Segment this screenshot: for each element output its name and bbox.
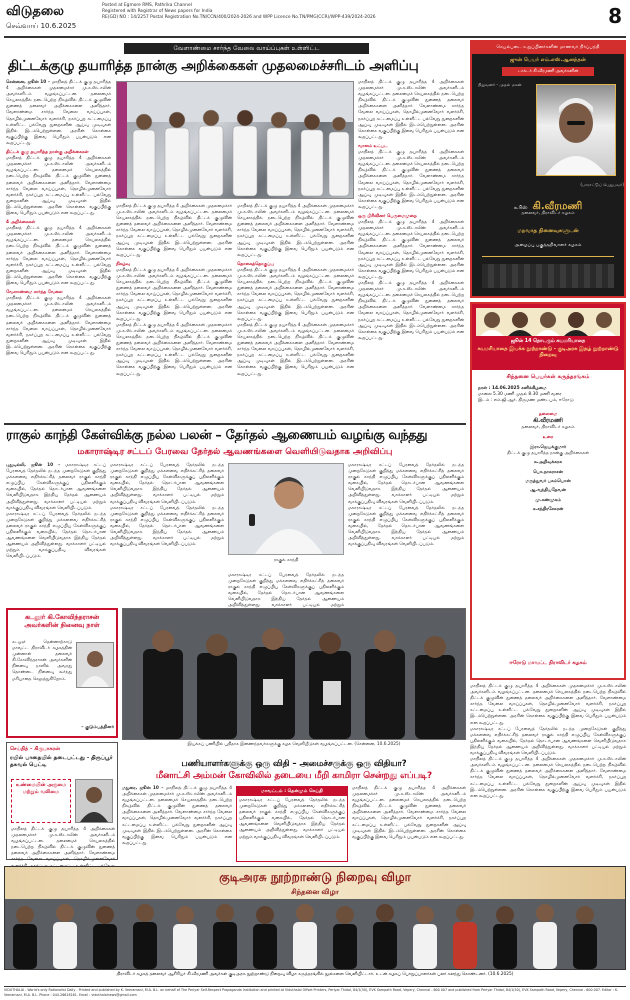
leaders-portraits-illustration	[476, 308, 620, 336]
event-presided-label: தலைமை	[538, 412, 558, 417]
rahul-col-4	[348, 463, 464, 605]
top-story-subhead-3: வேளாண்மை சார்ந்த வேலை	[6, 290, 63, 296]
event-title-3: சிந்தனை பெயர்கள் கருத்தரங்கம்	[506, 374, 590, 380]
rahul-body-4: மகாராஷ்டிர சட்டப் பேரவைத் தேர்தலில் நடந்த முறைகேடுகள் குறித்து மக்களவை எதிர்க்கட்சித் தலைவர் ராகுல் காந்தி எழுப்பிய கேள்விகளுக்குப் பதிலளிக்கும் வகையில், தேர்தல் தொடர்பான ஆவணங்களை வெளியிடுவதாக இந்திய தேர்தல் ஆணையம் அறிவித்துள்ளது. வாக்காளர் பட்டியல் மற்றும் வாக்குப்பதிவு விவரங்கள் வெளியிடப்படும்.	[110, 505, 224, 548]
lower-left-portrait	[75, 779, 113, 823]
top-story-body-1: மாநிலத் திட்டக் குழு தயாரித்த 4 அறிக்கைகள் முதலமைச்சர் மு.க.ஸ்டாலின் அவர்களிடம் வழங்கப்பட்டன. தலைமைச் செயலகத்தில் நடைபெற்ற நிகழ்வில் திட்டக் குழுவின் துணைத் தலைவர் அறிக்கைகளை அளித்தார். வேளாண்மை சார்ந்த வேலை வாய்ப்புகள், தொழில்முனைவோர் வளர்ச்சி, நகர்ப்புற கட்டமைப்பு உள்ளிட்ட பல்வேறு துறைகளின் ஆய்வு முடிவுகள் இதில் இடம்பெற்றுள்ளன. அரசின் கொள்கை வகுப்பிற்கு இவை பெரிதும் பயன்படும் என கூறப்பட்டது.	[6, 80, 111, 146]
registration-line-1: Posted at Egmore RMS, Pathrika Channel	[102, 3, 192, 8]
top-story-body-12: மாநிலத் திட்டக் குழு தயாரித்த 4 அறிக்கைகள் முதலமைச்சர் மு.க.ஸ்டாலின் அவர்களிடம் வழங்கப்பட்டன. தலைமைச் செயலகத்தில் நடைபெற்ற நிகழ்வில் திட்டக் குழுவின் துணைத் தலைவர் அறிக்கைகளை அளித்தார். வேளாண்மை சார்ந்த வேலை வாய்ப்புகள், தொழில்முனைவோர் வளர்ச்சி, நகர்ப்புற கட்டமைப்பு உள்ளிட்ட பல்வேறு துறைகளின் ஆய்வு முடிவுகள் இதில் இடம்பெற்றுள்ளன. அரசின் கொள்கை வகுப்பிற்கு இவை பெரிதும் பயன்படும் என கூறப்பட்டது.	[237, 204, 354, 258]
bottom-banner-backdrop	[5, 867, 625, 899]
right-lower-body-3: மாநிலத் திட்டக் குழு தயாரித்த 4 அறிக்கைகள் முதலமைச்சர் மு.க.ஸ்டாலின் அவர்களிடம் வழங்கப்பட்டன. தலைமைச் செயலகத்தில் நடைபெற்ற நிகழ்வில் திட்டக் குழுவின் துணைத் தலைவர் அறிக்கைகளை அளித்தார். வேளாண்மை சார்ந்த வேலை வாய்ப்புகள், தொழில்முனைவோர் வளர்ச்சி, நகர்ப்புற கட்டமைப்பு உள்ளிட்ட பல்வேறு துறைகளின் ஆய்வு முடிவுகள் இதில் இடம்பெற்றுள்ளன. அரசின் கொள்கை வகுப்பிற்கு இவை பெரிதும் பயன்படும் என கூறப்பட்டது.	[470, 757, 626, 799]
top-story-photo	[116, 81, 354, 199]
ad-name: கி.வீரமணி	[532, 201, 583, 212]
right-lower-body-1: மாநிலத் திட்டக் குழு தயாரித்த 4 அறிக்கைகள் முதலமைச்சர் மு.க.ஸ்டாலின் அவர்களிடம் வழங்கப்பட்டன. தலைமைச் செயலகத்தில் நடைபெற்ற நிகழ்வில் திட்டக் குழுவின் துணைத் தலைவர் அறிக்கைகளை அளித்தார். வேளாண்மை சார்ந்த வேலை வாய்ப்புகள், தொழில்முனைவோர் வளர்ச்சி, நகர்ப்புற கட்டமைப்பு உள்ளிட்ட பல்வேறு துறைகளின் ஆய்வு முடிவுகள் இதில் இடம்பெற்றுள்ளன. அரசின் கொள்கை வகுப்பிற்கு இவை பெரிதும் பயன்படும் என கூறப்பட்டது.	[470, 684, 626, 726]
lower-story-body-3: மாநிலத் திட்டக் குழு தயாரித்த 4 அறிக்கைகள் முதலமைச்சர் மு.க.ஸ்டாலின் அவர்களிடம் வழங்கப்பட்டன. தலைமைச் செயலகத்தில் நடைபெற்ற நிகழ்வில் திட்டக் குழுவின் துணைத் தலைவர் அறிக்கைகளை அளித்தார். வேளாண்மை சார்ந்த வேலை வாய்ப்புகள், தொழில்முனைவோர் வளர்ச்சி, நகர்ப்புற கட்டமைப்பு உள்ளிட்ட பல்வேறு துறைகளின் ஆய்வு முடிவுகள் இதில் இடம்பெற்றுள்ளன. அரசின் கொள்கை வகுப்பிற்கு இவை பெரிதும் பயன்படும் என கூறப்பட்டது.	[352, 786, 466, 840]
ad-name-note: தலைவர், திராவிடர் கழகம்	[521, 211, 575, 216]
top-story-body-10: மாநிலத் திட்டக் குழு தயாரித்த 4 அறிக்கைகள் முதலமைச்சர் மு.க.ஸ்டாலின் அவர்களிடம் வழங்கப்பட்டன. தலைமைச் செயலகத்தில் நடைபெற்ற நிகழ்வில் திட்டக் குழுவின் துணைத் தலைவர் அறிக்கைகளை அளித்தார். வேளாண்மை சார்ந்த வேலை வாய்ப்புகள், தொழில்முனைவோர் வளர்ச்சி, நகர்ப்புற கட்டமைப்பு உள்ளிட்ட பல்வேறு துறைகளின் ஆய்வு முடிவுகள் இதில் இடம்பெற்றுள்ளன. அரசின் கொள்கை வகுப்பிற்கு இவை பெரிதும் பயன்படும் என கூறப்பட்டது.	[116, 267, 232, 322]
rahul-col-3	[228, 573, 344, 609]
event-speaker-7: க.சந்திரசேகரன்	[532, 507, 564, 513]
top-story-col-4	[358, 80, 464, 415]
event-title-1: ஜூன் 14 தொடரும் சுயமரியாதை	[510, 339, 586, 344]
top-story-kicker-bar	[124, 43, 369, 54]
top-story-body-4: மாநிலத் திட்டக் குழு தயாரித்த 4 அறிக்கைகள் முதலமைச்சர் மு.க.ஸ்டாலின் அவர்களிடம் வழங்கப்பட்டன. தலைமைச் செயலகத்தில் நடைபெற்ற நிகழ்வில் திட்டக் குழுவின் துணைத் தலைவர் அறிக்கைகளை அளித்தார். வேளாண்மை சார்ந்த வேலை வாய்ப்புகள், தொழில்முனைவோர் வளர்ச்சி, நகர்ப்புற கட்டமைப்பு உள்ளிட்ட பல்வேறு துறைகளின் ஆய்வு முடிவுகள் இதில் இடம்பெற்றுள்ளன. அரசின் கொள்கை வகுப்பிற்கு இவை பெரிதும் பயன்படும் என கூறப்பட்டது.	[6, 296, 111, 357]
lower-left-portrait-illustration	[76, 780, 112, 822]
right-lower-text	[470, 684, 626, 862]
event-presided-name: கி.வீரமணி	[533, 417, 563, 425]
event-speaker-5: ஆ.வந்தியதேவன்	[529, 488, 567, 494]
memorial-body: கடலூர் தென்னாற்காடு மாவட்ட திராவிடர் கழகத்தின் முன்னாள் தலைவர் கி.கோவிந்தராசன் அவர்களின் நினைவு நாளில் அவரது தொண்டை நினைவு கூர்ந்து மரியாதை செலுத்துகிறோம்.	[12, 640, 72, 682]
right-lower-body-2: மகாராஷ்டிர சட்டப் பேரவைத் தேர்தலில் நடந்த முறைகேடுகள் குறித்து மக்களவை எதிர்க்கட்சித் தலைவர் ராகுல் காந்தி எழுப்பிய கேள்விகளுக்குப் பதிலளிக்கும் வகையில், தேர்தல் தொடர்பான ஆவணங்களை வெளியிடுவதாக இந்திய தேர்தல் ஆணையம் அறிவித்துள்ளது. வாக்காளர் பட்டியல் மற்றும் வாக்குப்பதிவு விவரங்கள் வெளியிடப்படும்.	[470, 726, 626, 757]
ad-divider	[482, 256, 614, 257]
imprint-rule	[4, 986, 626, 987]
event-organizer: ஈரோடு மாவட்ட திராவிடர் கழகம்	[509, 660, 587, 666]
speaker-portrait-illustration	[229, 464, 343, 554]
rahul-col-2	[110, 463, 224, 605]
event-venue: இடம் : எம்.ஜி.ஆர். திருமண மண்டபம், ஈரோடு	[478, 398, 574, 404]
ad-top-line: செயல்படை உறுப்பினர்களின் மாணவர் நிர்ப்பந்தி	[496, 45, 600, 50]
rahul-col-1	[6, 463, 106, 605]
top-story-subhead-4: நிகழ்வு	[116, 261, 130, 267]
event-date: நாள் : 14.06.2025 சனிக்கிழமை	[478, 386, 547, 391]
book-release-crowd-illustration	[5, 899, 625, 969]
ad-footer-2: அழைப்பு பகுத்தறிவாளர் கழகம்	[514, 243, 582, 248]
lower-story-body-1: மாநிலத் திட்டக் குழு தயாரித்த 4 அறிக்கைகள் முதலமைச்சர் மு.க.ஸ்டாலின் அவர்களிடம் வழங்கப்பட்டன. தலைமைச் செயலகத்தில் நடைபெற்ற நிகழ்வில் திட்டக் குழுவின் துணைத் தலைவர் அறிக்கைகளை அளித்தார். வேளாண்மை சார்ந்த வேலை வாய்ப்புகள், தொழில்முனைவோர் வளர்ச்சி, நகர்ப்புற கட்டமைப்பு உள்ளிட்ட பல்வேறு துறைகளின் ஆய்வு முடிவுகள் இதில் இடம்பெற்றுள்ளன. அரசின் கொள்கை வகுப்பிற்கு இவை பெரிதும் பயன்படும் என கூறப்பட்டது.	[122, 786, 232, 846]
top-story-body-8: மாநிலத் திட்டக் குழு தயாரித்த 4 அறிக்கைகள் முதலமைச்சர் மு.க.ஸ்டாலின் அவர்களிடம் வழங்கப்பட்டன. தலைமைச் செயலகத்தில் நடைபெற்ற நிகழ்வில் திட்டக் குழுவின் துணைத் தலைவர் அறிக்கைகளை அளித்தார். வேளாண்மை சார்ந்த வேலை வாய்ப்புகள், தொழில்முனைவோர் வளர்ச்சி, நகர்ப்புற கட்டமைப்பு உள்ளிட்ட பல்வேறு துறைகளின் ஆய்வு முடிவுகள் இதில் இடம்பெற்றுள்ளன. அரசின் கொள்கை வகுப்பிற்கு இவை பெரிதும் பயன்படும் என கூறப்பட்டது.	[358, 281, 464, 341]
event-speaker-3: பொ.நாகராசன்	[533, 469, 563, 475]
ad-portrait	[536, 84, 616, 176]
lower-left-quote: உண்மையின் அருமை மற்றும் வலிமை	[15, 782, 67, 795]
lower-left-kicker: செய்தித் – கிருபாகரன்	[10, 746, 60, 752]
people-group-illustration	[117, 82, 353, 198]
rahul-body-3: மகாராஷ்டிர சட்டப் பேரவைத் தேர்தலில் நடந்த முறைகேடுகள் குறித்து மக்களவை எதிர்க்கட்சித் தலைவர் ராகுல் காந்தி எழுப்பிய கேள்விகளுக்குப் பதிலளிக்கும் வகையில், தேர்தல் தொடர்பான ஆவணங்களை வெளியிடுவதாக இந்திய தேர்தல் ஆணையம் அறிவித்துள்ளது. வாக்காளர் பட்டியல் மற்றும் வாக்குப்பதிவு விவரங்கள் வெளியிடப்படும்.	[110, 463, 224, 505]
lower-left-body: மாநிலத் திட்டக் குழு தயாரித்த 4 அறிக்கைகள் முதலமைச்சர் மு.க.ஸ்டாலின் அவர்களிடம் வழங்கப்பட்டன. தலைமைச் செயலகத்தில் நடைபெற்ற நிகழ்வில் திட்டக் குழுவின் துணைத் தலைவர் அறிக்கைகளை அளித்தார். வேளாண்மை சார்ந்த வேலை வாய்ப்புகள், தொழில்முனைவோர்	[11, 827, 115, 863]
top-story-col-2	[116, 204, 232, 415]
rahul-body-1: மகாராஷ்டிர சட்டப் பேரவைத் தேர்தலில் நடந்த முறைகேடுகள் குறித்து மக்களவை எதிர்க்கட்சித் தலைவர் ராகுல் காந்தி எழுப்பிய கேள்விகளுக்குப் பதிலளிக்கும் வகையில், தேர்தல் தொடர்பான ஆவணங்களை வெளியிடுவதாக இந்திய தேர்தல் ஆணையம் அறிவித்துள்ளது. வாக்காளர் பட்டியல் மற்றும் வாக்குப்பதிவு விவரங்கள் வெளியிடப்படும்.	[6, 463, 106, 511]
top-story-col-1	[6, 80, 111, 415]
event-time: மாலை 5.30 மணி முதல் 8.30 மணி வரை	[478, 392, 562, 398]
photo-story-caption: இயக்கப் பணியில் புதிதாக இணைந்தவர்களுக்கு கழக வெளியீடுகள் வழங்கப்பட்டன. (சென்னை, 10.6.2025)	[187, 742, 401, 747]
ad-name-prefix: சு.ரிஸ்	[513, 205, 528, 211]
lower-story-sidebar	[236, 786, 348, 862]
top-story-subhead-7: ஒரு பிரிவினர் பெருமைமுறை	[358, 213, 417, 219]
event-portraits	[476, 308, 620, 336]
top-story-subhead-1: திட்டக் குழு தயாரித்த நான்கு அறிக்கைகள்	[6, 150, 89, 156]
event-speaker-6: மு.சண்முகம்	[535, 497, 561, 503]
rahul-body-6: மகாராஷ்டிர சட்டப் பேரவைத் தேர்தலில் நடந்த முறைகேடுகள் குறித்து மக்களவை எதிர்க்கட்சித் தலைவர் ராகுல் காந்தி எழுப்பிய கேள்விகளுக்குப் பதிலளிக்கும் வகையில், தேர்தல் தொடர்பான ஆவணங்களை வெளியிடுவதாக இந்திய தேர்தல் ஆணையம் அறிவித்துள்ளது. வாக்காளர் பட்டியல் மற்றும் வாக்குப்பதிவு விவரங்கள் வெளியிடப்படும்.	[348, 463, 464, 505]
masthead	[0, 0, 630, 38]
lower-left-title: ரயில் பாதையில் தடைபட்டது - திருப்பூர் தகவல் பெட்டி	[10, 755, 113, 769]
event-header	[472, 304, 624, 370]
memorial-portrait	[76, 642, 114, 688]
top-story-col-3	[237, 204, 354, 415]
event-speaker-1: இரா.ஜெயக்குமார்	[529, 444, 567, 450]
ad-line-5: (பாராட்டுப் பெறுபவர்)	[580, 182, 624, 187]
paper-name: விடுதலை	[6, 4, 64, 19]
rahul-dateline: புதுடில்லி, ஜூன் 10 –	[6, 463, 61, 468]
rahul-story	[4, 425, 466, 609]
event-speaker-4: மருத்துவர் பசும்பொன்	[525, 478, 571, 484]
event-presided-note: தலைவர், திராவிடர் கழகம்	[521, 424, 575, 430]
event-panel	[470, 302, 626, 680]
rahul-body-2: மகாராஷ்டிர சட்டப் பேரவைத் தேர்தலில் நடந்த முறைகேடுகள் குறித்து மக்களவை எதிர்க்கட்சித் தலைவர் ராகுல் காந்தி எழுப்பிய கேள்விகளுக்குப் பதிலளிக்கும் வகையில், தேர்தல் தொடர்பான ஆவணங்களை வெளியிடுவதாக இந்திய தேர்தல் ஆணையம் அறிவித்துள்ளது. வாக்காளர் பட்டியல் மற்றும் வாக்குப்பதிவு விவரங்கள் வெளியிடப்படும்.	[6, 511, 106, 560]
rahul-body-7: மகாராஷ்டிர சட்டப் பேரவைத் தேர்தலில் நடந்த முறைகேடுகள் குறித்து மக்களவை எதிர்க்கட்சித் தலைவர் ராகுல் காந்தி எழுப்பிய கேள்விகளுக்குப் பதிலளிக்கும் வகையில், தேர்தல் தொடர்பான ஆவணங்களை வெளியிடுவதாக இந்திய தேர்தல் ஆணையம் அறிவித்துள்ளது. வாக்காளர் பட்டியல் மற்றும் வாக்குப்பதிவு விவரங்கள் வெளியிடப்படும்.	[348, 505, 464, 548]
event-program	[478, 412, 618, 514]
lower-story-col-1	[122, 786, 232, 862]
memorial-footer: – குடும்பத்தினர்	[81, 725, 114, 730]
rahul-body-5: மகாராஷ்டிர சட்டப் பேரவைத் தேர்தலில் நடந்த முறைகேடுகள் குறித்து மக்களவை எதிர்க்கட்சித் தலைவர் ராகுல் காந்தி எழுப்பிய கேள்விகளுக்குப் பதிலளிக்கும் வகையில், தேர்தல் தொடர்பான ஆவணங்களை வெளியிடுவதாக இந்திய தேர்தல் ஆணையம் அறிவித்துள்ளது. வாக்காளர் பட்டியல் மற்றும்	[228, 573, 344, 609]
registration-line-3: RE(GD) NO : 14/2257 Postal Registration No.TN/CCN/400/2024-2026 and WPP Licence No.TN/PMG(CCR)/WPP-439/2024-2026	[102, 15, 376, 20]
top-story-dateline: சென்னை, ஜூன் 10 –	[6, 80, 51, 85]
ad-line-3: டாக்டர் கி.வீரமணி அவர்களின்	[517, 69, 579, 74]
event-speaker-2: சு.அறிவுக்கரசு	[533, 460, 563, 466]
bottom-photo-caption: திராவிடர் கழகத் தலைவர் ஆசிரியர் கி.வீரமணி அவர்கள் குடிஅரசு நூற்றாண்டு நிறைவு விழா கருத்தரங்கில் நூல்களை வெளியிட்டார். உடன் கழகப் பொறுப்பாளர்கள் பலர் கலந்து கொண்டனர். (10.6.2025)	[116, 972, 514, 977]
lower-story-col-3	[352, 786, 466, 862]
top-story-subhead-2: 4 அறிக்கைகள்	[6, 220, 36, 226]
ad-line-3-box	[502, 67, 594, 76]
registration-line-2: Registered with Registrar of News papers for India	[102, 9, 213, 14]
event-details	[478, 386, 618, 405]
lower-left-box	[6, 742, 118, 863]
bottom-banner-title: குடிஅரசு நூற்றாண்டு நிறைவு விழா	[219, 870, 411, 884]
top-story-body-11: மாநிலத் திட்டக் குழு தயாரித்த 4 அறிக்கைகள் முதலமைச்சர் மு.க.ஸ்டாலின் அவர்களிடம் வழங்கப்பட்டன. தலைமைச் செயலகத்தில் நடைபெற்ற நிகழ்வில் திட்டக் குழுவின் துணைத் தலைவர் அறிக்கைகளை அளித்தார். வேளாண்மை சார்ந்த வேலை வாய்ப்புகள், தொழில்முனைவோர் வளர்ச்சி, நகர்ப்புற கட்டமைப்பு உள்ளிட்ட பல்வேறு துறைகளின் ஆய்வு முடிவுகள் இதில் இடம்பெற்றுள்ளன. அரசின் கொள்கை வகுப்பிற்கு இவை பெரிதும் பயன்படும் என கூறப்பட்டது.	[116, 322, 232, 377]
issue-date: செவ்வாய் 10.6.2025	[6, 22, 77, 30]
rahul-photo-caption: ராகுல் காந்தி	[273, 558, 299, 563]
top-story-body-14: மாநிலத் திட்டக் குழு தயாரித்த 4 அறிக்கைகள் முதலமைச்சர் மு.க.ஸ்டாலின் அவர்களிடம் வழங்கப்பட்டன. தலைமைச் செயலகத்தில் நடைபெற்ற நிகழ்வில் திட்டக் குழுவின் துணைத் தலைவர் அறிக்கைகளை அளித்தார். வேளாண்மை சார்ந்த வேலை வாய்ப்புகள், தொழில்முனைவோர் வளர்ச்சி, நகர்ப்புற கட்டமைப்பு உள்ளிட்ட பல்வேறு துறைகளின் ஆய்வு முடிவுகள் இதில் இடம்பெற்றுள்ளன. அரசின் கொள்கை வகுப்பிற்கு இவை பெரிதும் பயன்படும் என கூறப்பட்டது.	[237, 322, 354, 377]
ad-line-4: நிறுவனர் - முதல் மகன்	[478, 82, 522, 87]
ad-top-band	[472, 42, 624, 54]
book-release-photo-illustration	[123, 609, 465, 739]
top-story-body-2: மாநிலத் திட்டக் குழு தயாரித்த 4 அறிக்கைகள் முதலமைச்சர் மு.க.ஸ்டாலின் அவர்களிடம் வழங்கப்பட்டன. தலைமைச் செயலகத்தில் நடைபெற்ற நிகழ்வில் திட்டக் குழுவின் துணைத் தலைவர் அறிக்கைகளை அளித்தார். வேளாண்மை சார்ந்த வேலை வாய்ப்புகள், தொழில்முனைவோர் வளர்ச்சி, நகர்ப்புற கட்டமைப்பு உள்ளிட்ட பல்வேறு துறைகளின் ஆய்வு முடிவுகள் இதில் இடம்பெற்றுள்ளன. அரசின் கொள்கை வகுப்பிற்கு இவை பெரிதும் பயன்படும் என கூறப்பட்டது.	[6, 156, 111, 216]
photo-story-image	[122, 608, 466, 740]
memorial-title: கடலூர் கி.கோவிந்தராசன் அவர்களின் நினைவு நாள்	[24, 613, 100, 630]
top-story-kicker: வேளாண்மை சார்ந்த வேலை வாய்ப்புகள் உள்ளிட்ட	[173, 45, 320, 52]
top-story-subhead-5: தொகைத்தொகுப்பு	[237, 261, 274, 267]
rahul-story-subhead: மகாராஷ்டிர சட்டப் பேரவை தேர்தல் ஆவணங்களை வெளியிடுவதாக அறிவிப்பு	[77, 447, 393, 457]
memorial-box	[6, 608, 118, 738]
event-title-2: சுயமரியாதை இயக்க நூற்றாண்டு - குடிஅரசு இதழ் நூற்றாண்டு நிறைவு	[477, 346, 619, 359]
bottom-photo	[4, 866, 626, 970]
top-story-body-7: மாநிலத் திட்டக் குழு தயாரித்த 4 அறிக்கைகள் முதலமைச்சர் மு.க.ஸ்டாலின் அவர்களிடம் வழங்கப்பட்டன. தலைமைச் செயலகத்தில் நடைபெற்ற நிகழ்வில் திட்டக் குழுவின் துணைத் தலைவர் அறிக்கைகளை அளித்தார். வேளாண்மை சார்ந்த வேலை வாய்ப்புகள், தொழில்முனைவோர் வளர்ச்சி, நகர்ப்புற கட்டமைப்பு உள்ளிட்ட பல்வேறு துறைகளின் ஆய்வு முடிவுகள் இதில் இடம்பெற்றுள்ளன. அரசின் கொள்கை வகுப்பிற்கு இவை பெரிதும் பயன்படும் என கூறப்பட்டது.	[358, 220, 464, 280]
lower-story-subhead: மீனாட்சி அம்மன் கோவிலில் தடையை மீறி காமிரா சென்றது எப்படி?	[155, 771, 433, 781]
lower-story-dateline: மதுரை, ஜூன் 10 –	[122, 786, 164, 791]
lower-story-sidebar-body: மகாராஷ்டிர சட்டப் பேரவைத் தேர்தலில் நடந்த முறைகேடுகள் குறித்து மக்களவை எதிர்க்கட்சித் தலைவர் ராகுல் காந்தி எழுப்பிய கேள்விகளுக்குப் பதிலளிக்கும் வகையில், தேர்தல் தொடர்பான ஆவணங்களை வெளியிடுவதாக இந்திய தேர்தல் ஆணையம் அறிவித்துள்ளது. வாக்காளர் பட்டியல் மற்றும் வாக்குப்பதிவு விவரங்கள் வெளியிடப்படும்.	[239, 798, 345, 840]
top-story-headline: திட்டக்குழு தயாரித்த நான்கு அறிக்கைகள் முதலமைச்சரிடம் அளிப்பு	[8, 58, 419, 74]
top-story-body-3: மாநிலத் திட்டக் குழு தயாரித்த 4 அறிக்கைகள் முதலமைச்சர் மு.க.ஸ்டாலின் அவர்களிடம் வழங்கப்பட்டன. தலைமைச் செயலகத்தில் நடைபெற்ற நிகழ்வில் திட்டக் குழுவின் துணைத் தலைவர் அறிக்கைகளை அளித்தார். வேளாண்மை சார்ந்த வேலை வாய்ப்புகள், தொழில்முனைவோர் வளர்ச்சி, நகர்ப்புற கட்டமைப்பு உள்ளிட்ட பல்வேறு துறைகளின் ஆய்வு முடிவுகள் இதில் இடம்பெற்றுள்ளன. அரசின் கொள்கை வகுப்பிற்கு இவை பெரிதும் பயன்படும் என கூறப்பட்டது.	[6, 226, 111, 286]
event-filler-1: திட்டக் குழு தயாரித்த நான்கு அறிக்கைகள்	[507, 451, 589, 457]
memorial-portrait-illustration	[77, 643, 113, 687]
page-number: 8	[608, 4, 622, 28]
event-speakers-label: உரை	[542, 435, 554, 441]
top-story-subhead-6: வானம் உட்பட	[358, 143, 388, 149]
top-story-body-9: மாநிலத் திட்டக் குழு தயாரித்த 4 அறிக்கைகள் முதலமைச்சர் மு.க.ஸ்டாலின் அவர்களிடம் வழங்கப்பட்டன. தலைமைச் செயலகத்தில் நடைபெற்ற நிகழ்வில் திட்டக் குழுவின் துணைத் தலைவர் அறிக்கைகளை அளித்தார். வேளாண்மை சார்ந்த வேலை வாய்ப்புகள், தொழில்முனைவோர் வளர்ச்சி, நகர்ப்புற கட்டமைப்பு உள்ளிட்ட பல்வேறு துறைகளின் ஆய்வு முடிவுகள் இதில் இடம்பெற்றுள்ளன. அரசின் கொள்கை வகுப்பிற்கு இவை பெரிதும் பயன்படும் என கூறப்பட்டது.	[116, 204, 232, 258]
lower-story-sidebar-label-bar	[237, 787, 347, 796]
masthead-rule	[4, 36, 626, 38]
top-story	[4, 40, 466, 420]
ad-bottom-decoration	[482, 264, 614, 288]
elder-portrait-illustration	[537, 85, 615, 175]
lower-story	[122, 758, 466, 862]
lower-story-sidebar-label: மாவட்டம் : தென்மும் செய்தி	[261, 789, 323, 794]
top-story-body-5: மாநிலத் திட்டக் குழு தயாரித்த 4 அறிக்கைகள் முதலமைச்சர் மு.க.ஸ்டாலின் அவர்களிடம் வழங்கப்பட்டன. தலைமைச் செயலகத்தில் நடைபெற்ற நிகழ்வில் திட்டக் குழுவின் துணைத் தலைவர் அறிக்கைகளை அளித்தார். வேளாண்மை சார்ந்த வேலை வாய்ப்புகள், தொழில்முனைவோர் வளர்ச்சி, நகர்ப்புற கட்டமைப்பு உள்ளிட்ட பல்வேறு துறைகளின் ஆய்வு முடிவுகள் இதில் இடம்பெற்றுள்ளன. அரசின் கொள்கை வகுப்பிற்கு இவை பெரிதும் பயன்படும் என கூறப்பட்டது.	[358, 80, 464, 140]
registration-block	[102, 3, 376, 21]
rahul-photo	[228, 463, 344, 555]
lower-left-quote-box	[11, 779, 71, 823]
ad-footer: மறவாத நினைவுகளுடன்	[517, 228, 579, 234]
lower-story-headline: பணியாளர்களுக்கு ஒரு விதி – அமைச்சருக்கு ஒரு விதியா?	[181, 758, 407, 768]
top-story-body-13: மாநிலத் திட்டக் குழு தயாரித்த 4 அறிக்கைகள் முதலமைச்சர் மு.க.ஸ்டாலின் அவர்களிடம் வழங்கப்பட்டன. தலைமைச் செயலகத்தில் நடைபெற்ற நிகழ்வில் திட்டக் குழுவின் துணைத் தலைவர் அறிக்கைகளை அளித்தார். வேளாண்மை சார்ந்த வேலை வாய்ப்புகள், தொழில்முனைவோர் வளர்ச்சி, நகர்ப்புற கட்டமைப்பு உள்ளிட்ட பல்வேறு துறைகளின் ஆய்வு முடிவுகள் இதில் இடம்பெற்றுள்ளன. அரசின் கொள்கை வகுப்பிற்கு இவை பெரிதும் பயன்படும் என கூறப்பட்டது.	[237, 267, 354, 322]
ad-line-2: ஜுன் பெயர் எம்.எஸ்.ஆனந்தன்	[510, 57, 586, 63]
memorial-ad	[470, 40, 626, 298]
rahul-story-headline: ராகுல் காந்தி கேள்விக்கு நல்ல பலன் – தேர்தல் ஆணையம் வழங்கு வந்தது	[6, 428, 428, 443]
imprint: VIDUTHALAI - World's only Rationalist Daily - Printed and published by K. Veeramani, M.A. B.L. on behalf of The Periyar Self-Respect Propaganda Institution and printed at Viduthalai Offset Printers, Periyar Thidal, 84/1(50), EVK Sampath Road, Vepery, Chennai - 600 007 and published from Periyar Thidal, 84/1(50), EVK Sampath Road, Vepery, Chennai - 600 007. Editor : K. Veeramani, M.A. B.L. Phone : 044-26618161. Email : viduthalainews@gmail.com	[4, 988, 619, 997]
top-story-body-6: மாநிலத் திட்டக் குழு தயாரித்த 4 அறிக்கைகள் முதலமைச்சர் மு.க.ஸ்டாலின் அவர்களிடம் வழங்கப்பட்டன. தலைமைச் செயலகத்தில் நடைபெற்ற நிகழ்வில் திட்டக் குழுவின் துணைத் தலைவர் அறிக்கைகளை அளித்தார். வேளாண்மை சார்ந்த வேலை வாய்ப்புகள், தொழில்முனைவோர் வளர்ச்சி, நகர்ப்புற கட்டமைப்பு உள்ளிட்ட பல்வேறு துறைகளின் ஆய்வு முடிவுகள் இதில் இடம்பெற்றுள்ளன. அரசின் கொள்கை வகுப்பிற்கு இவை பெரிதும் பயன்படும் என கூறப்பட்டது.	[358, 150, 464, 210]
bottom-banner-subtitle: சிந்தனை விழா	[291, 888, 339, 896]
